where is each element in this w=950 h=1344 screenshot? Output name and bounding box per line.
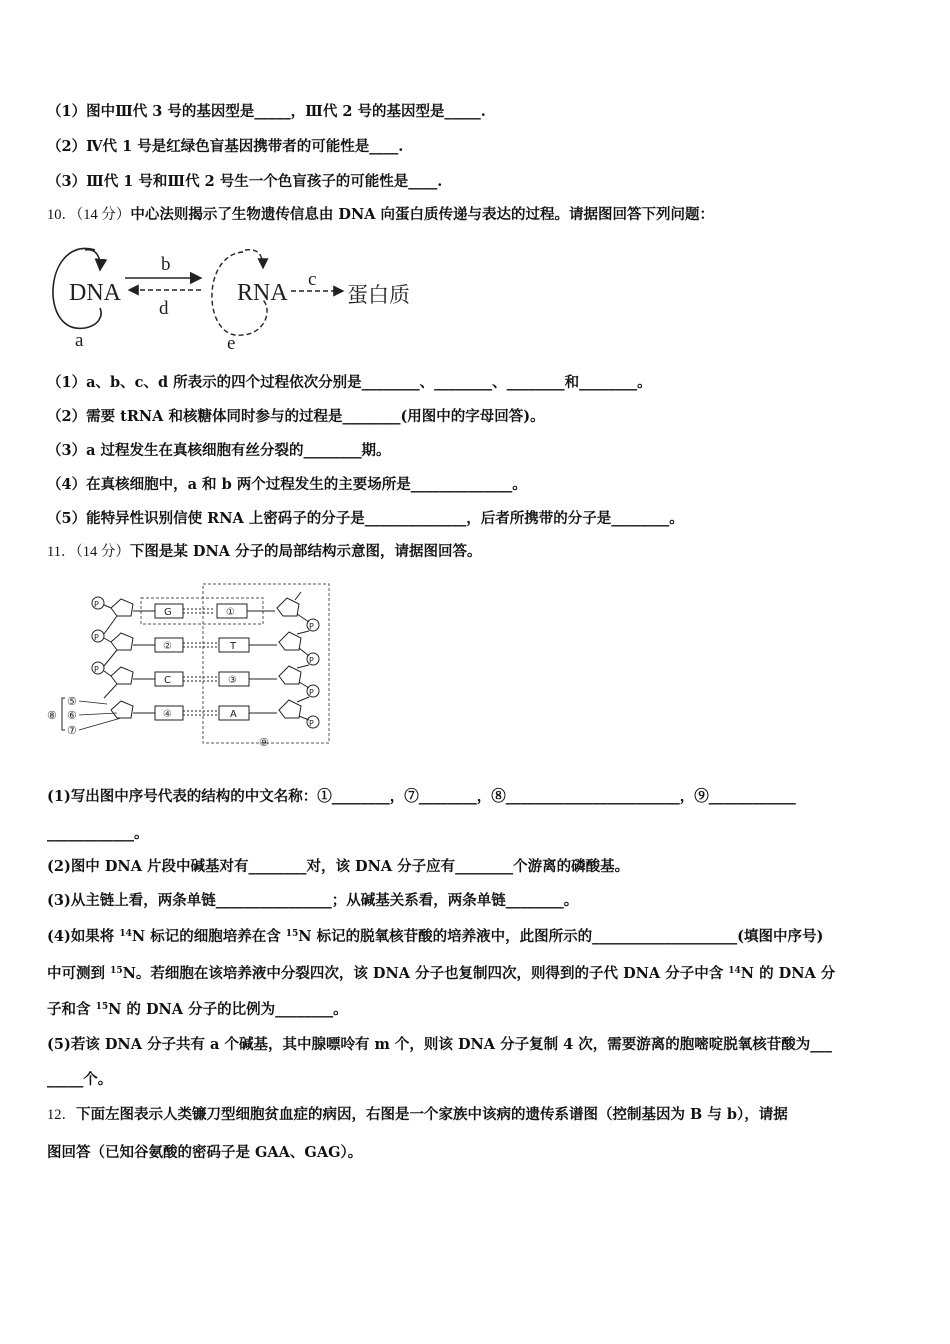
svg-text:P: P: [309, 656, 314, 665]
q11-item-1-cont: ____________。: [47, 825, 149, 842]
sugar-right-4: [279, 700, 301, 718]
sugar-left-2: [111, 633, 133, 650]
protein-label: 蛋白质: [347, 283, 410, 307]
svg-text:②: ②: [163, 641, 172, 652]
q9-item-1: （1）图中Ⅲ代 3 号的基因型是_____，Ⅲ代 2 号的基因型是_____.: [47, 103, 486, 120]
sugar-left-3: [111, 667, 133, 684]
svg-text:A: A: [230, 709, 237, 720]
dna-label: DNA: [69, 280, 121, 306]
svg-text:C: C: [164, 675, 171, 686]
svg-text:T: T: [230, 641, 237, 652]
q11-item-5: (5)若该 DNA 分子共有 a 个碱基，其中腺嘌呤有 m 个，则该 DNA 分子复制 4 次，需要游离的胞嘧啶脱氧核苷酸为___: [47, 1036, 833, 1053]
q11-item-2: (2)图中 DNA 片段中碱基对有________对，该 DNA 分子应有________个游离的磷酸基。: [47, 858, 630, 875]
svg-text:P: P: [309, 622, 314, 631]
label-9: ⑨: [259, 736, 269, 748]
rna-label: RNA: [237, 280, 288, 306]
q10-item-1: （1）a、b、c、d 所表示的四个过程依次分别是________、________、________和________。: [47, 374, 652, 391]
q9-item-2: （2）Ⅳ代 1 号是红绿色盲基因携带者的可能性是____.: [47, 138, 404, 155]
loop-a-arrow: [85, 250, 100, 270]
q10-item-5: （5）能特异性识别信使 RNA 上密码子的分子是______________，后者所携带的分子是________。: [47, 510, 684, 527]
svg-text:①: ①: [226, 607, 235, 618]
label-5: ⑤: [67, 695, 77, 708]
svg-text:P: P: [94, 600, 99, 609]
svg-text:P: P: [309, 719, 314, 728]
q10-item-4: （4）在真核细胞中，a 和 b 两个过程发生的主要场所是______________。: [47, 476, 527, 493]
svg-text:③: ③: [228, 675, 237, 686]
row-4: [104, 684, 319, 728]
q10-item-2: （2）需要 tRNA 和核糖体同时参与的过程是________(用图中的字母回答)。: [47, 408, 545, 425]
q11-item-3: (3)从主链上看，两条单链________________；从碱基关系看，两条单链________。: [47, 892, 579, 909]
dna-structure-diagram: [45, 578, 335, 748]
label-c: c: [308, 269, 317, 290]
nucleotide-box: [141, 598, 263, 624]
label-a: a: [75, 330, 84, 351]
label-e: e: [227, 333, 236, 354]
label-b: b: [161, 254, 171, 275]
q11-item-5-cont: _____个。: [47, 1071, 113, 1088]
sugar-left-1: [111, 599, 133, 616]
q10-stem: 10．（14 分）中心法则揭示了生物遗传信息由 DNA 向蛋白质传递与表达的过程。请据图回答下列问题：: [47, 206, 715, 223]
q11-item-4-cont-1: 中可测到 $^{15}$N。若细胞在该培养液中分裂四次，该 DNA 分子也复制四次，则得到的子代 DNA 分子中含 $^{14}$N 的 DNA 分: [47, 965, 836, 982]
label-6: ⑥: [67, 709, 77, 722]
q11-item-4: (4)如果将 $^{14}$N 标记的细胞培养在含 $^{15}$N 标记的脱氧核苷酸的培养液中，此图所示的____________________(填图中序号): [47, 928, 824, 945]
sugar-left-4: [111, 701, 133, 718]
q12-stem-line-2: 图回答（已知谷氨酸的密码子是 GAA、GAG）。: [47, 1144, 363, 1161]
label-7: ⑦: [67, 724, 77, 737]
svg-text:P: P: [309, 688, 314, 697]
label-8: ⑧: [47, 709, 57, 722]
q11-item-1: (1)写出图中序号代表的结构的中文名称：①________，⑦________，⑧________________________，⑨____________: [47, 788, 796, 805]
svg-text:P: P: [94, 633, 99, 642]
q10-item-3: （3）a 过程发生在真核细胞有丝分裂的________期。: [47, 442, 391, 459]
q9-item-3: （3）Ⅲ代 1 号和Ⅲ代 2 号生一个色盲孩子的可能性是____.: [47, 173, 443, 190]
sugar-right-1: [277, 598, 299, 616]
sugar-right-3: [279, 666, 301, 684]
loop-e-arrow: [245, 250, 263, 268]
q11-item-4-cont-2: 子和含 $^{15}$N 的 DNA 分子的比例为________。: [47, 1001, 348, 1018]
central-dogma-diagram: [45, 240, 435, 355]
row-3: [92, 650, 319, 697]
label-d: d: [159, 298, 169, 319]
svg-text:G: G: [164, 607, 172, 618]
sugar-right-2: [279, 632, 301, 650]
row-2: [92, 616, 319, 665]
svg-text:P: P: [94, 665, 99, 674]
svg-text:④: ④: [163, 709, 172, 720]
q12-stem-line-1: 12．下面左图表示人类镰刀型细胞贫血症的病因，右图是一个家族中该病的遗传系谱图（控制基因为 B 与 b），请据: [47, 1106, 788, 1123]
row-1: [92, 592, 319, 631]
q11-stem: 11．（14 分）下图是某 DNA 分子的局部结构示意图，请据图回答。: [47, 543, 482, 560]
